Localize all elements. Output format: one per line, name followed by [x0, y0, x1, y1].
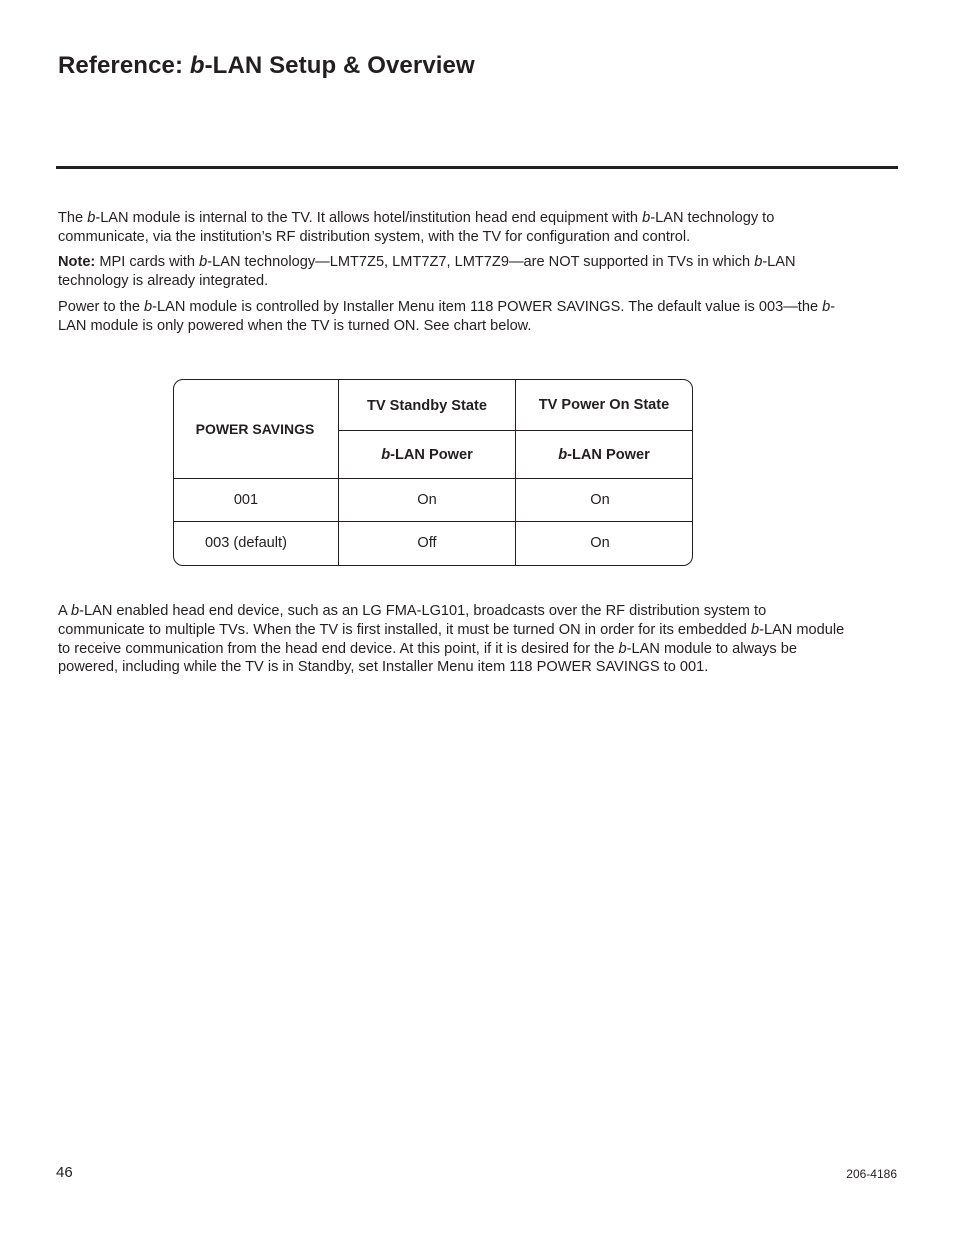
note-paragraph: Note: MPI cards with b-LAN technology—LMT7Z5, LMT7Z7, LMT7Z9—are NOT supported in TVs in which b-LAN technology is already integrated.	[58, 254, 796, 289]
page-title: Reference: b-LAN Setup & Overview	[58, 52, 475, 79]
row-poweron-value: On	[590, 492, 610, 508]
power-savings-table	[173, 379, 693, 566]
header-power-savings: POWER SAVINGS	[195, 421, 315, 437]
header-power-on-state: TV Power On State	[538, 397, 670, 413]
row-setting: 003 (default)	[205, 535, 287, 551]
head-end-paragraph: A b-LAN enabled head end device, such as an LG FMA-LG101, broadcasts over the RF distribution system to communicate to multiple TVs. When the TV is first installed, it must be turned ON in order for its embedded b-LAN module to receive communication from the head end device. At this point, if it is desired for the b-LAN module to always be powered, including while the TV is in Standby, set Installer Menu item 118 POWER SAVINGS to 001.	[58, 603, 845, 676]
row-standby-value: Off	[417, 535, 437, 551]
subheader-poweron-blan-power: b -LAN Power	[558, 446, 650, 463]
intro-paragraph: The b-LAN module is internal to the TV. It allows hotel/institution head end equipment with b-LAN technology to communicate, via the institution’s RF distribution system, with the TV for configuration and control.	[58, 210, 775, 245]
row-poweron-value: On	[590, 535, 610, 551]
title-divider	[56, 166, 898, 169]
subheader-standby-blan-power: b -LAN Power	[381, 446, 473, 463]
row-standby-value: On	[417, 492, 437, 508]
power-paragraph: Power to the b-LAN module is controlled by Installer Menu item 118 POWER SAVINGS. The default value is 003—the b-LAN module is only powered when the TV is turned ON. See chart below.	[58, 299, 836, 334]
document-number: 206-4186	[846, 1167, 897, 1181]
header-standby-state: TV Standby State	[366, 398, 487, 414]
row-setting: 001	[233, 492, 259, 508]
page-number: 46	[56, 1164, 73, 1181]
